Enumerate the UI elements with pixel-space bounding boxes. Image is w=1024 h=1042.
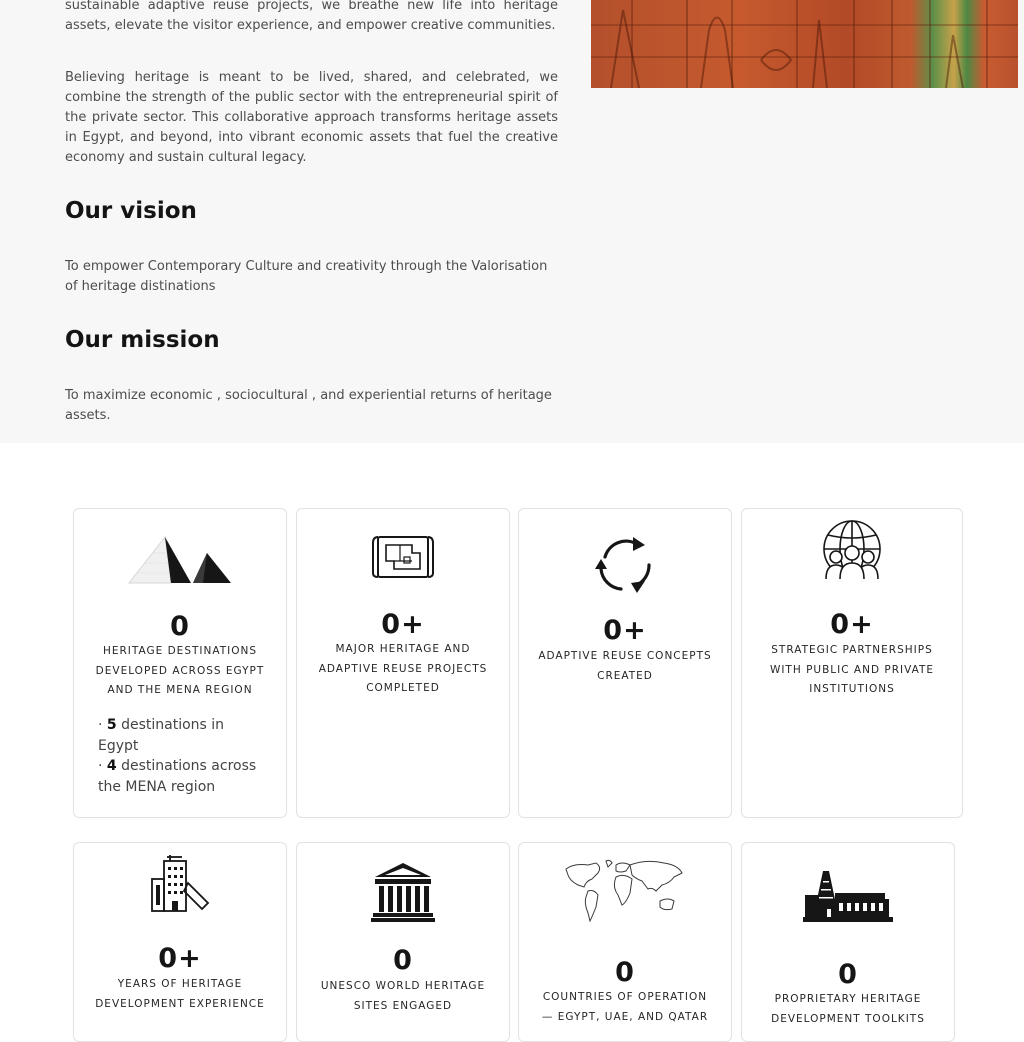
stat-label: ADAPTIVE REUSE CONCEPTS CREATED	[538, 650, 712, 682]
intro-paragraph: sustainable adaptive reuse projects, we breathe new life into heritage assets, elevate the visitor experience, and empower creative communities.	[65, 0, 558, 33]
stat-number: 0+	[603, 615, 647, 646]
stat-number: 0+	[830, 609, 874, 640]
stat-details	[98, 715, 266, 797]
pyramids-icon	[127, 529, 233, 585]
stat-card-years-experience	[73, 842, 287, 1042]
stat-number: 0+	[158, 943, 202, 974]
detail-item: · 5 destinations in Egypt	[98, 717, 225, 754]
vision-heading: Our vision	[65, 198, 197, 224]
stat-number: 0+	[381, 609, 425, 640]
stat-label: PROPRIETARY HERITAGE DEVELOPMENT TOOLKITS	[771, 993, 925, 1025]
stat-number: 0	[838, 959, 858, 990]
stat-card-heritage-destinations	[73, 508, 287, 818]
stat-card-adaptive-reuse	[518, 508, 732, 818]
about-section	[0, 0, 1024, 443]
world-map-icon	[562, 859, 688, 925]
building-construction-icon	[148, 853, 212, 913]
stat-label: YEARS OF HERITAGE DEVELOPMENT EXPERIENCE	[95, 978, 265, 1010]
stat-card-unesco-sites	[296, 842, 510, 1042]
approach-paragraph: Believing heritage is meant to be lived, shared, and celebrated, we combine the strength of the public sector with the entrepreneurial spirit of the private sector. This collaborative approach transforms heritage assets in Egypt, and beyond, into vibrant economic assets that fuel the creative economy and sustain cultural legacy.	[65, 70, 558, 165]
stat-label: STRATEGIC PARTNERSHIPS WITH PUBLIC AND PRIVATE INSTITUTIONS	[769, 644, 935, 695]
classical-temple-icon	[371, 861, 435, 923]
global-community-icon	[820, 519, 884, 583]
stat-number: 0	[393, 945, 413, 976]
stat-label: UNESCO WORLD HERITAGE SITES ENGAGED	[320, 980, 486, 1012]
stat-number: 0	[170, 611, 190, 642]
detail-item: · 4 destinations across the MENA region	[98, 758, 257, 795]
stat-label: HERITAGE DESTINATIONS DEVELOPED ACROSS EGYPT AND THE MENA REGION	[95, 645, 265, 696]
stat-label: MAJOR HERITAGE AND ADAPTIVE REUSE PROJECTS COMPLETED	[318, 643, 488, 694]
stat-card-countries	[518, 842, 732, 1042]
hieroglyph-relief-image	[591, 0, 1018, 88]
vision-text: To empower Contemporary Culture and creativity through the Valorisation of heritage distinations	[65, 259, 548, 294]
stat-card-major-projects	[296, 508, 510, 818]
stat-label: COUNTRIES OF OPERATION — EGYPT, UAE, AND QATAR	[541, 991, 709, 1023]
stat-number: 0	[615, 957, 635, 988]
blueprint-icon	[372, 533, 434, 581]
stat-card-partnerships	[741, 508, 963, 818]
mission-text: To maximize economic , sociocultural , and experiential returns of heritage assets.	[65, 388, 552, 423]
heritage-monument-icon	[803, 869, 893, 923]
recycle-arrows-icon	[593, 533, 657, 597]
stat-card-toolkits	[741, 842, 955, 1042]
mission-heading: Our mission	[65, 327, 220, 353]
